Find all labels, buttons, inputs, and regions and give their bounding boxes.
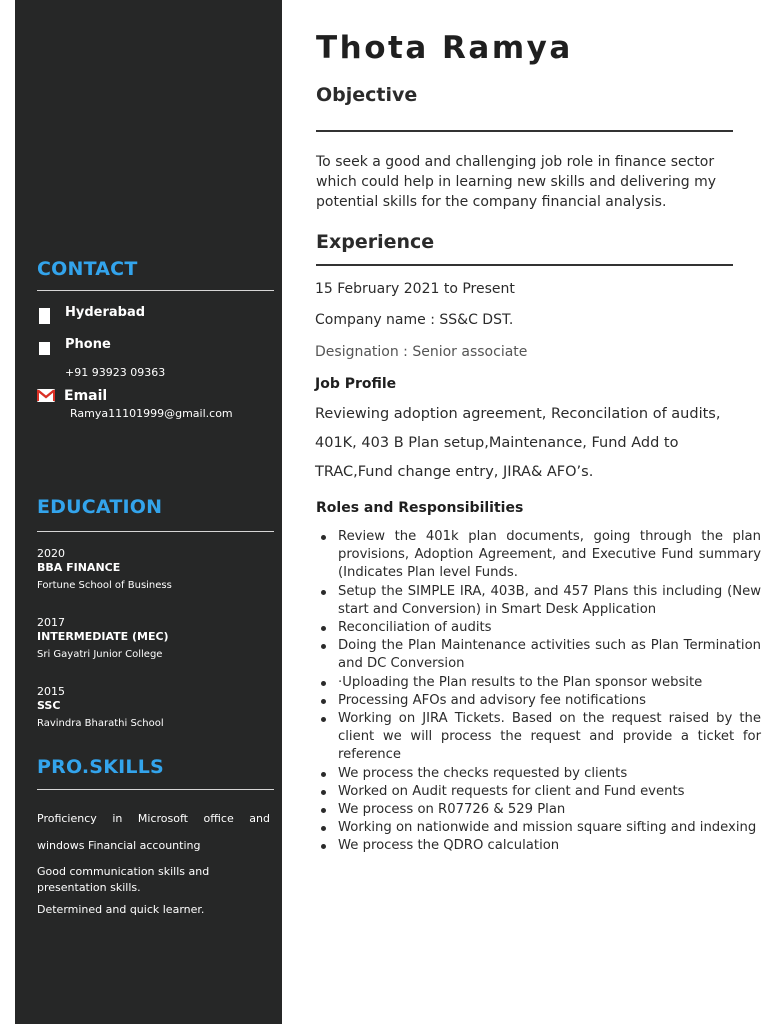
contact-phone-value: +91 93923 09363 xyxy=(65,366,166,379)
list-item: Working on nationwide and mission square sifting and indexing xyxy=(316,819,761,837)
list-item: We process the checks requested by clients xyxy=(316,765,761,783)
skills-divider xyxy=(37,789,274,790)
contact-divider xyxy=(37,290,274,291)
job-profile-line: Reviewing adoption agreement, Reconcilation of audits, xyxy=(315,406,721,422)
education-degree: SSC xyxy=(37,699,61,712)
job-profile-line: 401K, 403 B Plan setup,Maintenance, Fund Add to xyxy=(315,435,679,451)
skill-item: Determined and quick learner. xyxy=(37,903,205,916)
location-icon xyxy=(39,308,50,324)
education-degree: INTERMEDIATE (MEC) xyxy=(37,630,169,643)
experience-heading: Experience xyxy=(316,231,435,253)
education-year: 2015 xyxy=(37,685,65,698)
experience-divider xyxy=(316,264,733,266)
skills-heading: PRO.SKILLS xyxy=(37,756,164,778)
objective-heading: Objective xyxy=(316,84,418,106)
job-profile-line: TRAC,Fund change entry, JIRA& AFO’s. xyxy=(315,464,594,480)
education-school: Fortune School of Business xyxy=(37,580,172,591)
contact-email-value[interactable]: Ramya11101999@gmail.com xyxy=(70,407,233,420)
education-year: 2017 xyxy=(37,616,65,629)
roles-heading: Roles and Responsibilities xyxy=(316,500,524,516)
education-year: 2020 xyxy=(37,547,65,560)
education-degree: BBA FINANCE xyxy=(37,561,121,574)
objective-divider xyxy=(316,130,733,132)
roles-list xyxy=(316,528,761,856)
education-divider xyxy=(37,531,274,532)
skill-item: Proficiency in Microsoft office and xyxy=(37,812,270,825)
list-item: We process on R07726 & 529 Plan xyxy=(316,801,761,819)
education-heading: EDUCATION xyxy=(37,496,163,518)
contact-location: Hyderabad xyxy=(65,305,146,320)
list-item: ·Uploading the Plan results to the Plan sponsor website xyxy=(316,674,761,692)
candidate-name: Thota Ramya xyxy=(316,30,573,66)
skill-item: Good communication skills and presentation skills. xyxy=(37,865,210,894)
contact-heading: CONTACT xyxy=(37,258,138,280)
objective-text: To seek a good and challenging job role in finance sector which could help in learning new skills and delivering my potential skills for the company financial analysis. xyxy=(316,154,717,210)
education-school: Sri Gayatri Junior College xyxy=(37,649,163,660)
list-item: Doing the Plan Maintenance activities such as Plan Termination and DC Conversion xyxy=(316,637,761,673)
experience-dates: 15 February 2021 to Present xyxy=(315,281,515,297)
phone-icon xyxy=(39,342,50,355)
skill-item: windows Financial accounting xyxy=(37,839,201,852)
list-item: Review the 401k plan documents, going through the plan provisions, Adoption Agreement, and Executive Fund summary (Indicates Plan level Funds. xyxy=(316,528,761,583)
list-item: Reconciliation of audits xyxy=(316,619,761,637)
education-school: Ravindra Bharathi School xyxy=(37,718,164,729)
contact-email-label: Email xyxy=(64,388,108,404)
contact-phone-label: Phone xyxy=(65,337,111,352)
job-profile-heading: Job Profile xyxy=(315,376,397,392)
experience-designation: Designation : Senior associate xyxy=(315,344,528,360)
email-icon xyxy=(37,389,55,402)
list-item: Worked on Audit requests for client and Fund events xyxy=(316,783,761,801)
experience-company: Company name : SS&C DST. xyxy=(315,312,514,328)
list-item: Setup the SIMPLE IRA, 403B, and 457 Plans this including (New start and Conversion) in Smart Desk Application xyxy=(316,583,761,619)
list-item: Processing AFOs and advisory fee notifications xyxy=(316,692,761,710)
list-item: Working on JIRA Tickets. Based on the request raised by the client we will process the request and provide a ticket for reference xyxy=(316,710,761,765)
sidebar xyxy=(15,0,282,1024)
list-item: We process the QDRO calculation xyxy=(316,837,761,855)
